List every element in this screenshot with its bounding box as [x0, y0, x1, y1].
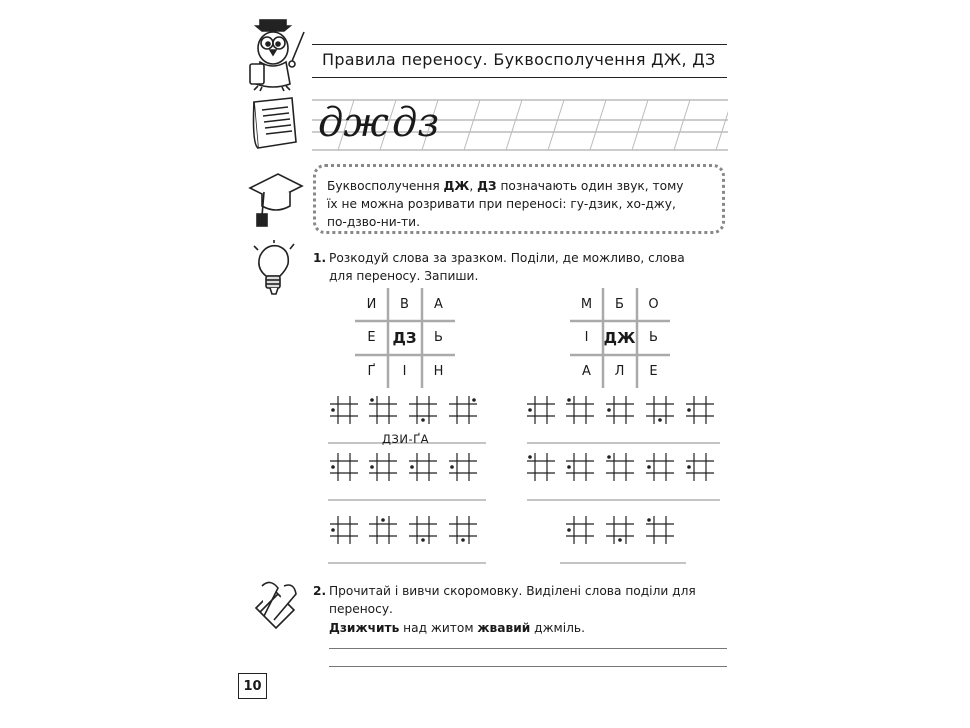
code-glyph	[686, 453, 714, 481]
task-2-number: 2.	[313, 584, 327, 598]
code-glyph	[527, 453, 555, 481]
code-glyph	[566, 396, 594, 424]
code-glyph	[646, 516, 674, 544]
code-glyph	[606, 453, 634, 481]
task-2-text-1: Прочитай і вивчи скоромовку. Виділені слова поділи для	[329, 584, 696, 598]
grid-cell: Е	[649, 364, 658, 379]
code-glyph	[369, 453, 397, 481]
grid-cell: Е	[367, 330, 376, 345]
code-glyph	[409, 516, 437, 544]
code-glyph	[409, 453, 437, 481]
info-dz: ДЗ	[477, 179, 497, 193]
grid-cell: А	[434, 297, 443, 312]
task-2	[313, 582, 728, 618]
info-text-1c: ,	[469, 179, 478, 193]
task-1-text-1: Розкодуй слова за зразком. Поділи, де можливо, слова	[329, 251, 685, 265]
twister-word-dzyzhchyt: Дзижчить	[329, 621, 400, 635]
grid-cell: Ь	[434, 330, 443, 345]
code-glyph	[646, 453, 674, 481]
code-glyph	[330, 516, 358, 544]
answer-line	[329, 666, 727, 667]
code-glyph	[606, 516, 634, 544]
grid-cell: Л	[614, 364, 625, 379]
grid-cell: В	[400, 297, 409, 312]
code-glyph	[330, 396, 358, 424]
task-2-text-2: переносу.	[329, 602, 393, 616]
paper-clip-icon	[250, 580, 300, 636]
code-glyph	[369, 396, 397, 424]
grid-cell: А	[582, 364, 591, 379]
grid-cell: Б	[615, 297, 624, 312]
grid-cell: І	[402, 364, 407, 379]
grid-cell: Н	[433, 364, 444, 379]
grid-cell: О	[648, 297, 659, 312]
info-text-1e: позначають один звук, тому	[496, 179, 684, 193]
twister-word-zhvavyi: жвавий	[477, 621, 531, 635]
info-text-2: їх не можна розривати при переносі: гу-дзик, хо-джу,	[327, 197, 676, 211]
code-glyph	[330, 453, 358, 481]
code-glyph	[449, 396, 477, 424]
grid-center-cell: ДЖ	[603, 328, 636, 347]
code-glyph	[606, 396, 634, 424]
cursive-dzh: дж	[318, 100, 389, 146]
info-text-3: по-дзво-ни-ти.	[327, 215, 420, 229]
twister-text: над житом	[399, 621, 478, 635]
code-glyph	[566, 453, 594, 481]
code-glyph	[646, 396, 674, 424]
grid-cell: І	[584, 330, 589, 345]
cursive-dz: дз	[392, 100, 440, 146]
page-number: 10	[238, 673, 267, 699]
code-glyph	[369, 516, 397, 544]
info-text-1a: Буквосполучення	[327, 179, 444, 193]
answer-line	[329, 648, 727, 649]
code-glyph	[449, 516, 477, 544]
code-glyph	[566, 516, 594, 544]
info-dzh: ДЖ	[443, 179, 470, 193]
code-glyph	[686, 396, 714, 424]
code-glyph	[449, 453, 477, 481]
twister-text: джміль.	[530, 621, 585, 635]
grid-cell: Ь	[649, 330, 658, 345]
example-answer: ДЗИ-ҐА	[382, 432, 429, 446]
code-glyph	[527, 396, 555, 424]
grid-cell: И	[366, 297, 377, 312]
task-1-number: 1.	[313, 251, 327, 265]
code-glyph	[409, 396, 437, 424]
page-title: Правила переносу. Буквосполучення ДЖ, ДЗ	[322, 50, 716, 69]
grid-cell: Ґ	[367, 364, 376, 379]
task-1-text-2: для переносу. Запиши.	[329, 269, 479, 283]
grid-center-cell: ДЗ	[392, 328, 417, 347]
grid-cell: М	[580, 297, 593, 312]
tongue-twister	[329, 619, 585, 637]
